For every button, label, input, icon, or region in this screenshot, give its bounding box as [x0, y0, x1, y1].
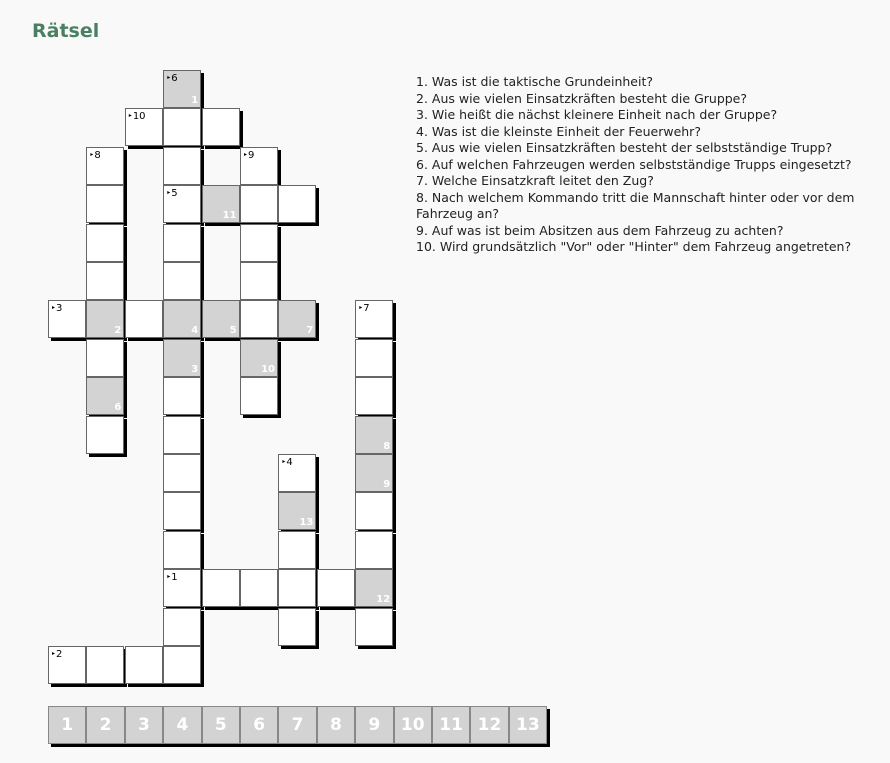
grid-cell[interactable]	[240, 185, 278, 223]
grid-cell[interactable]	[278, 608, 316, 646]
solution-number: 8	[383, 440, 391, 452]
grid-cell[interactable]	[163, 108, 201, 146]
solution-number: 6	[114, 402, 122, 414]
grid-cell[interactable]	[355, 377, 393, 415]
grid-cell[interactable]	[202, 108, 240, 146]
solution-box[interactable]: 4	[163, 706, 201, 744]
grid-cell[interactable]	[240, 262, 278, 300]
solution-box[interactable]: 3	[125, 706, 163, 744]
grid-cell[interactable]	[163, 416, 201, 454]
clue-number: ▸ 6	[167, 72, 177, 85]
grid-cell[interactable]	[355, 454, 393, 492]
clue-item: 3. Wie heißt die nächst kleinere Einheit nach der Gruppe?	[416, 107, 778, 122]
grid-cell[interactable]	[125, 300, 163, 338]
grid-cell[interactable]	[163, 492, 201, 530]
grid-cell[interactable]	[86, 185, 124, 223]
solution-number: 10	[261, 363, 275, 375]
solution-number: 9	[383, 479, 391, 490]
grid-cell[interactable]	[278, 569, 316, 607]
clue-item: 6. Auf welchen Fahrzeugen werden selbstständige Trupps eingesetzt?	[416, 156, 852, 172]
clue-item: 9. Auf was ist beim Absitzen aus dem Fahrzeug zu achten?	[416, 222, 784, 238]
grid-cell[interactable]	[355, 492, 393, 530]
grid-cell[interactable]	[48, 300, 86, 338]
solution-box[interactable]: 10	[394, 706, 432, 744]
grid-cell[interactable]	[86, 147, 124, 185]
solution-number: 12	[376, 594, 391, 606]
grid-cell[interactable]	[240, 300, 278, 338]
solution-number: 2	[114, 325, 122, 337]
grid-cell[interactable]	[163, 569, 201, 607]
solution-number: 3	[191, 363, 199, 375]
grid-cell[interactable]	[125, 646, 163, 684]
grid-cell[interactable]	[163, 531, 201, 569]
clue-number: ▸ 5	[167, 187, 177, 200]
grid-cell[interactable]	[355, 300, 393, 338]
grid-cell[interactable]	[86, 224, 124, 262]
clue-item: 8. Nach welchem Kommando tritt die Mannschaft hinter oder vor dem Fahrzeug an?	[416, 189, 855, 221]
clue-number: ▸ 1	[167, 571, 177, 584]
solution-box[interactable]: 2	[86, 706, 124, 744]
grid-cell[interactable]	[86, 646, 124, 684]
clue-number: ▸ 8	[90, 149, 100, 162]
grid-cell[interactable]	[163, 185, 201, 223]
grid-cell[interactable]	[163, 608, 201, 646]
clue-number: ▸ 4	[282, 456, 292, 469]
grid-cell[interactable]	[125, 108, 163, 146]
solution-number: 4	[191, 325, 199, 337]
grid-cell[interactable]	[240, 377, 278, 415]
solution-number: 13	[299, 517, 314, 529]
grid-cell[interactable]	[278, 185, 316, 223]
grid-cell[interactable]	[86, 262, 124, 300]
grid-cell[interactable]	[163, 224, 201, 262]
grid-cell[interactable]	[163, 454, 201, 492]
solution-bar	[48, 706, 547, 744]
solution-number: 5	[229, 325, 237, 337]
grid-cell[interactable]	[86, 416, 124, 454]
clue-number: ▸ 7	[359, 302, 369, 315]
grid-cell[interactable]	[163, 262, 201, 300]
solution-number: 7	[306, 325, 314, 337]
clue-item: 4. Was ist die kleinste Einheit der Feuerwehr?	[416, 123, 701, 139]
solution-box[interactable]: 11	[432, 706, 470, 744]
solution-number: 1	[191, 95, 199, 106]
page-title: Rätsel	[32, 20, 100, 42]
clue-list	[416, 74, 856, 256]
clue-number: ▸ 3	[52, 302, 62, 315]
grid-cell[interactable]	[48, 646, 86, 684]
solution-box[interactable]: 8	[317, 706, 355, 744]
grid-cell[interactable]	[240, 339, 278, 377]
grid-cell[interactable]	[163, 70, 201, 108]
grid-cell[interactable]	[278, 531, 316, 569]
grid-cell[interactable]	[202, 185, 240, 223]
clue-item: 1. Was ist die taktische Grundeinheit?	[416, 74, 653, 89]
grid-cell[interactable]	[240, 224, 278, 262]
clue-item: 2. Aus wie vielen Einsatzkräften besteht die Gruppe?	[416, 90, 748, 106]
grid-cell[interactable]	[163, 646, 201, 684]
grid-cell[interactable]	[163, 339, 201, 377]
clue-number: ▸ 9	[244, 149, 254, 162]
clue-item: 5. Aus wie vielen Einsatzkräften besteht der selbstständige Trupp?	[416, 140, 833, 155]
clue-item: 7. Welche Einsatzkraft leitet den Zug?	[416, 173, 654, 188]
grid-cell[interactable]	[202, 300, 240, 338]
solution-box[interactable]: 5	[202, 706, 240, 744]
grid-cell[interactable]	[278, 492, 316, 530]
grid-cell[interactable]	[240, 569, 278, 607]
solution-box[interactable]: 9	[355, 706, 393, 744]
solution-box[interactable]: 1	[48, 706, 86, 744]
grid-cell[interactable]	[278, 300, 316, 338]
grid-cell[interactable]	[163, 377, 201, 415]
grid-cell[interactable]	[317, 569, 355, 607]
grid-cell[interactable]	[163, 300, 201, 338]
grid-cell[interactable]	[86, 339, 124, 377]
solution-box[interactable]: 12	[470, 706, 508, 744]
grid-cell[interactable]	[86, 377, 124, 415]
grid-cell[interactable]	[355, 531, 393, 569]
grid-cell[interactable]	[202, 569, 240, 607]
grid-cell[interactable]	[355, 569, 393, 607]
grid-cell[interactable]	[278, 454, 316, 492]
solution-box[interactable]: 7	[278, 706, 316, 744]
grid-cell[interactable]	[355, 608, 393, 646]
grid-cell[interactable]	[240, 147, 278, 185]
grid-cell[interactable]	[86, 300, 124, 338]
clue-number: ▸ 10	[129, 110, 146, 123]
solution-box[interactable]: 13	[509, 706, 547, 744]
clue-number: ▸ 2	[52, 648, 62, 661]
solution-number: 11	[222, 210, 237, 222]
grid-cell[interactable]	[355, 416, 393, 454]
clue-item: 10. Wird grundsätzlich "Vor" oder "Hinter" dem Fahrzeug angetreten?	[416, 239, 852, 254]
grid-cell[interactable]	[355, 339, 393, 377]
grid-cell[interactable]	[163, 147, 201, 185]
solution-box[interactable]: 6	[240, 706, 278, 744]
